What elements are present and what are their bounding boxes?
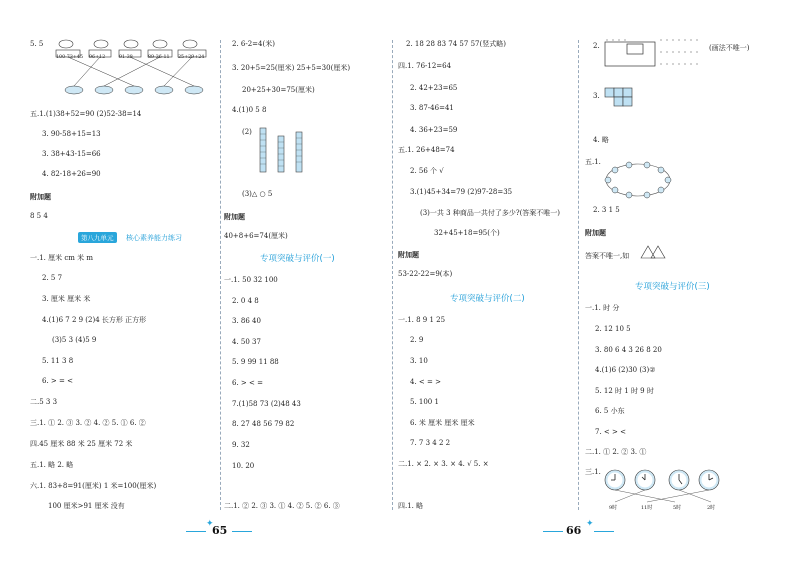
answer-line: 一.1. 时 分 <box>585 304 620 312</box>
answer-line: 6. > < = <box>232 379 263 387</box>
answer-line: 一.1. 50 32 100 <box>224 276 278 284</box>
clock-label: 2时 <box>707 505 716 511</box>
star-icon: ✦ <box>586 519 594 529</box>
answer-line: (3)△ ○ 5 <box>242 190 273 198</box>
answer-line: 3. <box>593 92 600 100</box>
page-number-rule <box>543 531 563 532</box>
answer-line: 32+45+18=95(个) <box>434 229 500 237</box>
answer-line: 6. > = < <box>42 377 73 385</box>
answer-line: 2. 6-2=4(米) <box>232 40 275 48</box>
answer-line: 二.1. ① 2. ② 3. ① <box>585 448 647 456</box>
column-divider <box>578 40 579 510</box>
clock-label: 5时 <box>673 505 682 511</box>
answer-column-1 <box>30 36 216 518</box>
answer-line: 4.(1)0 5 8 <box>232 106 267 114</box>
answer-line: 一.1. 厘米 cm 米 m <box>30 254 93 262</box>
answer-line: 2. 9 <box>410 336 424 344</box>
answer-line: 3. 90-58+15=13 <box>42 130 101 138</box>
answer-line: 3.(1)45+34=79 (2)97-28=35 <box>410 188 513 196</box>
triangle-figure <box>639 244 669 260</box>
clock-label: 11时 <box>641 505 653 511</box>
answer-line: 7. 7 3 4 2 2 <box>410 439 451 447</box>
column-divider <box>220 40 221 510</box>
answer-line: 5. 9 99 11 88 <box>232 358 279 366</box>
answer-line: 6. 米 厘米 厘米 厘米 <box>410 419 475 427</box>
answer-line: 2. 0 4 8 <box>232 297 259 305</box>
section-title: 专项突破与评价(二) <box>450 294 525 304</box>
answer-line: 五.1. 26+48=74 <box>398 146 455 154</box>
answer-line: 4.(1)6 (2)30 (3)② <box>595 366 656 374</box>
section-title: 核心素养能力练习 <box>126 234 182 242</box>
answer-line: 3. 86 40 <box>232 317 261 325</box>
answer-line: 五.1. 略 2. 略 <box>30 461 74 469</box>
answer-line: 9. 32 <box>232 441 250 449</box>
matching-figure <box>56 38 216 98</box>
bar-tower-figure <box>256 128 316 174</box>
circle-arrangement-figure <box>603 160 673 200</box>
answer-line: 3. 80 6 4 3 26 8 20 <box>595 346 662 354</box>
answer-line: (2) <box>242 128 252 136</box>
bonus-heading: 附加题 <box>585 228 606 237</box>
answer-line: 六.1. 83+8=91(厘米) 1 米=100(厘米) <box>30 482 157 490</box>
figure-label: 96+12 <box>89 55 106 60</box>
answer-line: 6. 5 小东 <box>595 407 625 415</box>
section-title: 专项突破与评价(三) <box>635 282 710 292</box>
bonus-heading: 附加题 <box>30 192 51 201</box>
answer-line: 4. 82-18+26=90 <box>42 170 101 178</box>
answer-line: 四.45 厘米 88 米 25 厘米 72 米 <box>30 440 133 448</box>
answer-line: 答案不唯一,如 <box>585 252 630 260</box>
answer-line: 4. < = > <box>410 378 441 386</box>
answer-line: 四.1. 略 <box>398 502 424 510</box>
answer-line: 二.1. ② 2. ③ 3. ① 4. ② 5. ② 6. ③ <box>224 502 340 510</box>
answer-line: 二.1. × 2. × 3. × 4. √ 5. × <box>398 460 489 468</box>
answer-line: 4. 略 <box>593 136 609 144</box>
answer-line: 二.5 3 3 <box>30 398 58 406</box>
answer-line: 3. 10 <box>410 357 428 365</box>
unit-badge: 第八九单元 <box>78 232 117 243</box>
answer-line: 三.1. ① 2. ③ 3. ② 4. ② 5. ① 6. ② <box>30 419 146 427</box>
answer-line: 五.1. <box>585 158 601 166</box>
bonus-heading: 附加题 <box>224 212 245 221</box>
answer-line: 3. 38+43-15=66 <box>42 150 101 158</box>
answer-line: 7.(1)58 73 (2)48 43 <box>232 400 301 408</box>
section-title: 专项突破与评价(一) <box>260 254 335 264</box>
answer-column-2 <box>224 36 384 518</box>
figure-label: 25+29+24 <box>178 55 205 60</box>
answer-line: 10. 20 <box>232 462 255 470</box>
answer-line: 40+8+6=74(厘米) <box>224 232 288 240</box>
page-number: 65 <box>212 524 228 537</box>
answer-line: 四.1. 76-12=64 <box>398 62 452 70</box>
square-grid-figure <box>605 88 635 108</box>
answer-line: 一.1. 8 9 1 25 <box>398 316 446 324</box>
answer-line: 2. 5 7 <box>42 274 63 282</box>
answer-line: 7. < > < <box>595 428 626 436</box>
answer-line: 2. 42+23=65 <box>410 84 458 92</box>
answer-line: 5. 11 3 8 <box>42 357 74 365</box>
answer-line: 8 5 4 <box>30 212 48 220</box>
answer-line: 100 厘米>91 厘米 没有 <box>48 502 125 510</box>
answer-line: 3. 20+5=25(厘米) 25+5=30(厘米) <box>232 64 351 72</box>
star-icon: ✦ <box>206 519 214 529</box>
answer-line: 2. 56 个 √ <box>410 167 444 175</box>
page-number: 66 <box>566 524 582 537</box>
answer-column-4 <box>585 36 775 518</box>
answer-line: 5. 12 时 1 时 9 时 <box>595 387 654 395</box>
answer-line: 4.(1)6 7 2 9 (2)4 长方形 正方形 <box>42 316 147 324</box>
answer-column-3 <box>398 36 566 518</box>
page-number-rule <box>232 531 252 532</box>
answer-line: 2. 3 1 5 <box>593 206 620 214</box>
answer-line: 53-22-22=9(本) <box>398 270 453 278</box>
answer-line: 5. 100 1 <box>410 398 439 406</box>
answer-line: 5. 5 <box>30 40 44 48</box>
answer-line: (3)5 3 (4)5 9 <box>52 336 97 344</box>
grid-drawing-figure <box>605 38 705 70</box>
answer-line: (3)一共 3 种商品一共付了多少?(答案不唯一) <box>420 209 561 217</box>
answer-line: 3. 厘米 厘米 米 <box>42 295 91 303</box>
answer-line: 五.1.(1)38+52=90 (2)52-38=14 <box>30 110 142 118</box>
column-divider <box>392 40 393 510</box>
answer-note: (画法不唯一) <box>709 44 750 52</box>
answer-line: 2. 12 10 5 <box>595 325 631 333</box>
answer-line: 20+25+30=75(厘米) <box>242 86 315 94</box>
clock-matching-figure <box>603 468 723 508</box>
answer-line: 8. 27 48 56 79 82 <box>232 420 295 428</box>
answer-line: 4. 50 37 <box>232 338 261 346</box>
answer-line: 4. 36+23=59 <box>410 126 458 134</box>
answer-line: 2. 18 28 83 74 57 57(竖式略) <box>406 40 506 48</box>
page-number-rule <box>594 531 614 532</box>
bonus-heading: 附加题 <box>398 250 419 259</box>
answer-line: 2. <box>593 42 600 50</box>
page-number-rule <box>186 531 206 532</box>
answer-line: 三.1. <box>585 468 601 476</box>
answer-line: 3. 87-46=41 <box>410 104 454 112</box>
figure-label: 91-38 <box>119 55 133 60</box>
clock-label: 9时 <box>609 505 618 511</box>
figure-label: 89-36-11 <box>148 55 170 60</box>
figure-label: 100-73+45 <box>56 55 84 60</box>
